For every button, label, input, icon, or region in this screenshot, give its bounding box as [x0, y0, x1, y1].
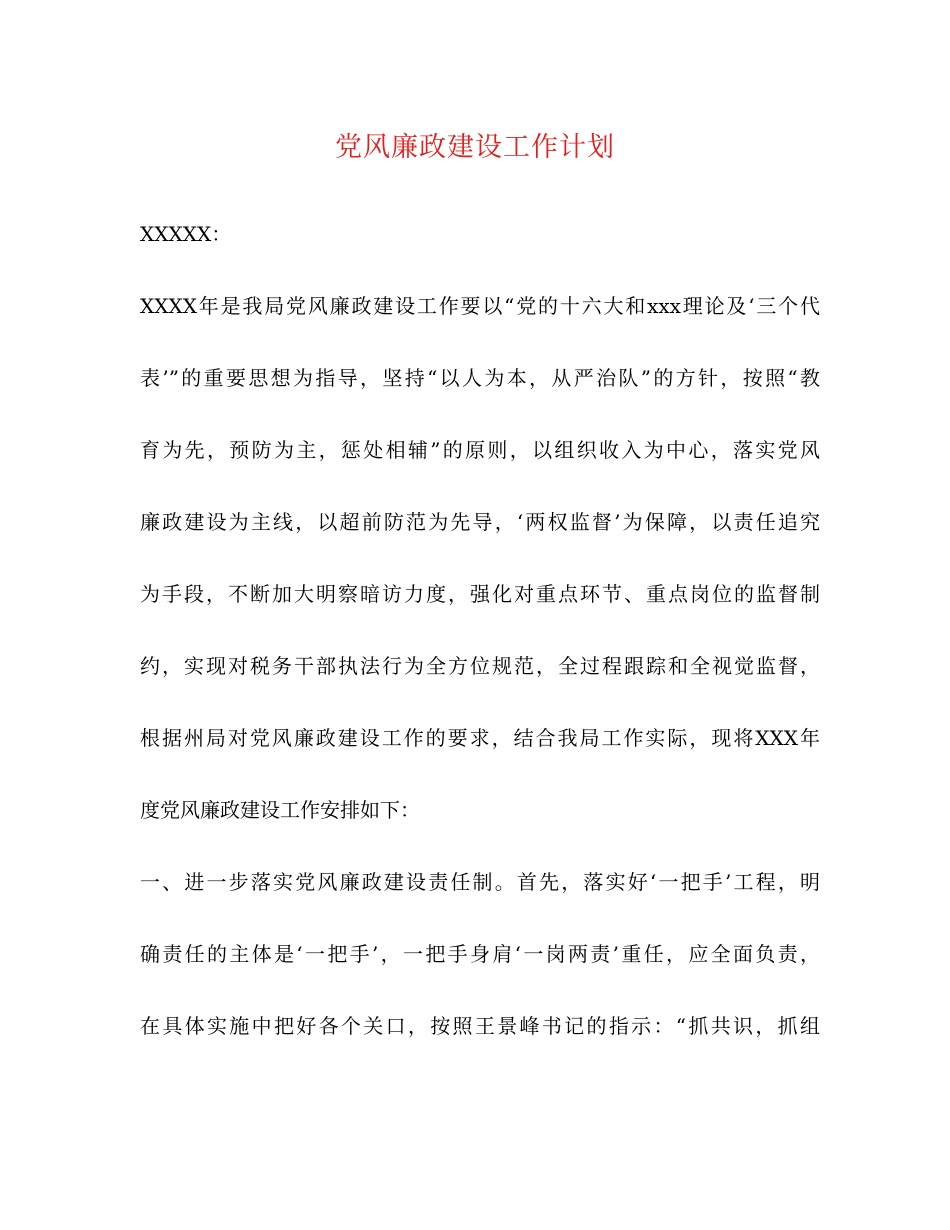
body-line: 廉政建设为主线，以超前防范为先导，‘两权监督’为保障，以责任追究 — [140, 510, 820, 534]
body-line: XXXX年是我局党风廉政建设工作要以“党的十六大和xxx理论及‘三个代 — [140, 294, 820, 318]
body-line: 表’”的重要思想为指导，坚持“以人为本，从严治队”的方针，按照“教 — [140, 366, 820, 390]
salutation-line: XXXXX： — [140, 222, 232, 246]
body-line: 一、进一步落实党风廉政建设责任制。首先，落实好‘一把手’工程，明 — [140, 870, 820, 894]
body-line: 为手段，不断加大明察暗访力度，强化对重点环节、重点岗位的监督制 — [140, 582, 820, 606]
body-line: 育为先，预防为主，惩处相辅”的原则，以组织收入为中心，落实党风 — [140, 438, 820, 462]
body-line: 度党风廉政建设工作安排如下： — [140, 798, 420, 822]
body-line: 在具体实施中把好各个关口，按照王景峰书记的指示：“抓共识，抓组 — [140, 1014, 820, 1038]
body-line: 确责任的主体是‘一把手’，一把手身肩‘一岗两责’重任，应全面负责， — [140, 942, 820, 966]
body-line: 约，实现对税务干部执法行为全方位规范，全过程跟踪和全视觉监督， — [140, 654, 820, 678]
document-title: 党风廉政建设工作计划 — [335, 132, 615, 163]
body-line: 根据州局对党风廉政建设工作的要求，结合我局工作实际，现将XXX年 — [140, 726, 820, 750]
